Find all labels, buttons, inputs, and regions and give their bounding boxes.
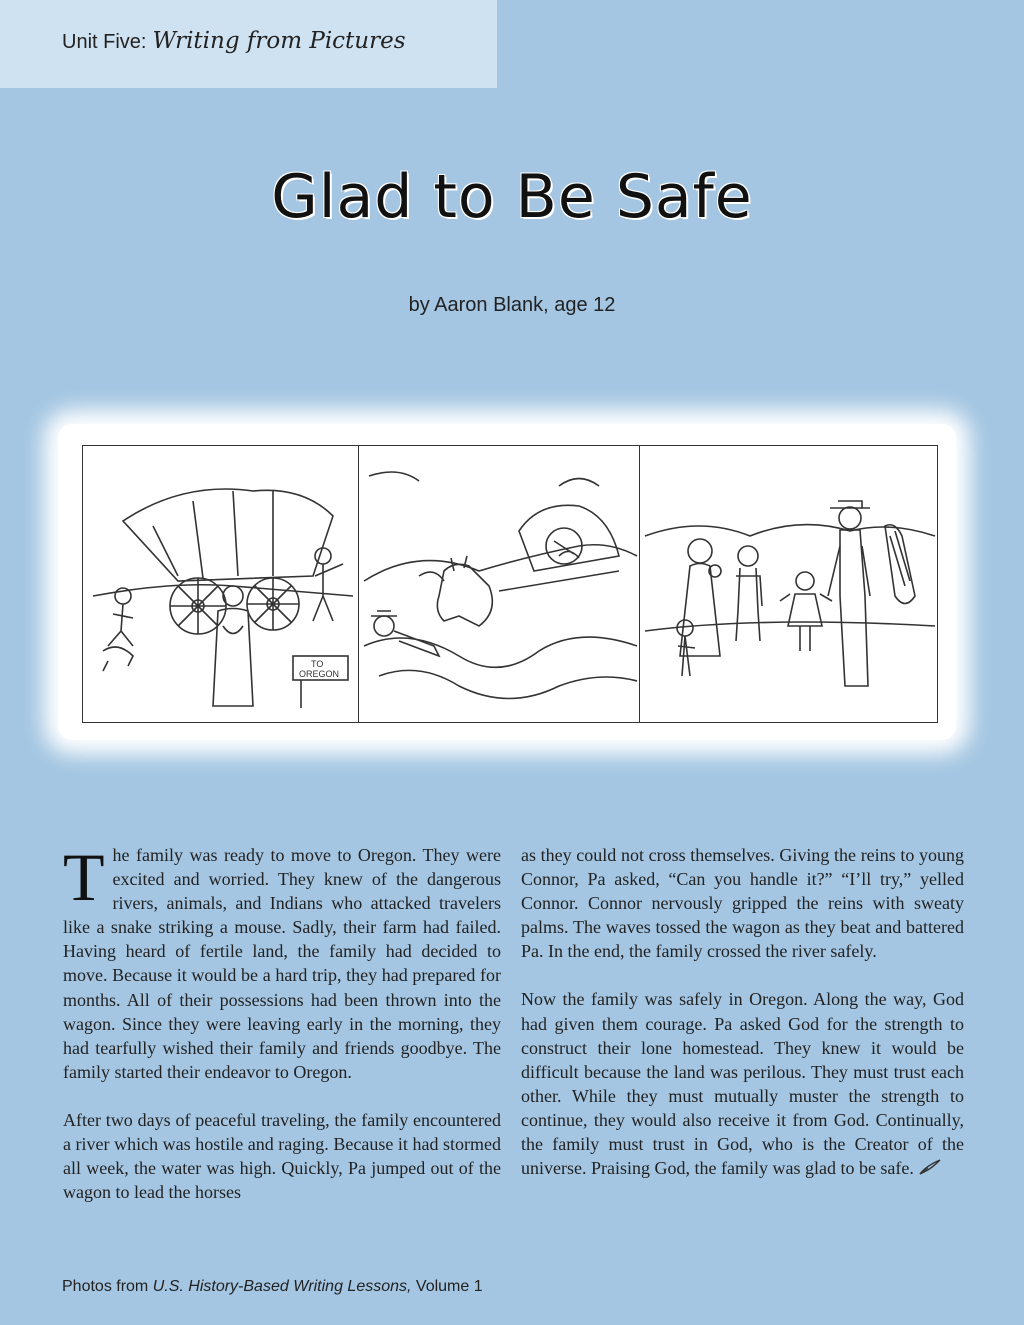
paragraph-3-text: Now the family was safely in Oregon. Along the way, God had given them courage. Pa asked God for the strength to construct their lone homestead. They knew it would be difficult because the land was perilous. They must trust each other. While they must mutually muster the strength to continue, they would also receive it from God. Continually, the family must trust in God, who is the Creator of the universe. Praising God, the family was glad to be safe. (521, 989, 964, 1179)
quill-icon (918, 1158, 942, 1182)
panel-family-oregon (640, 445, 938, 723)
paragraph-2-end: as they could not cross themselves. Giving the reins to young Connor, Pa asked, “Can you handle it?” “I’ll try,” yelled Connor. Connor nervously gripped the reins with sweaty palms. The waves tossed the wagon as they beat and battered Pa. In the end, the family crossed the river safely. (521, 845, 964, 962)
paragraph-1-text: he family was ready to move to Oregon. They were excited and worried. They knew of the dangerous rivers, animals, and Indians who attacked travelers like a snake striking a mouse. Sadly, their farm had failed. Having heard of fertile land, the family had decided to move. Because it would be a hard trip, they had prepared for months. All of their possessions had been thrown into the wagon. Since they were leaving early in the morning, they had tearfully wished their family and friends goodbye. The family started their endeavor to Oregon. (63, 845, 501, 1082)
panel-river-crossing (359, 445, 640, 723)
sign-line-2: OREGON (299, 669, 340, 679)
family-oregon-drawing (640, 446, 936, 721)
drop-cap: T (63, 839, 105, 915)
unit-header (62, 28, 406, 54)
credit-book-title: U.S. History-Based Writing Lessons, (152, 1278, 412, 1295)
unit-title: Writing from Pictures (152, 28, 406, 54)
paragraph-3 (521, 987, 964, 1182)
photo-credit (62, 1278, 483, 1296)
article-column-left (63, 839, 501, 1228)
page-title: Glad to Be Safe (271, 162, 753, 232)
credit-suffix: Volume 1 (411, 1278, 483, 1295)
unit-header-tab (0, 0, 497, 88)
article-column-right (521, 843, 964, 1206)
sign-line-1: TO (311, 659, 324, 669)
unit-label: Unit Five: (62, 31, 147, 53)
byline: by Aaron Blank, age 12 (408, 294, 616, 316)
credit-prefix: Photos from (62, 1278, 153, 1295)
paragraph-2-start: After two days of peaceful traveling, the family encountered a river which was hostile and raging. Because it had stormed all week, the water was high. Quickly, Pa jumped out of the wagon to lead the horses (63, 1109, 501, 1203)
panel-wagon-departure (82, 445, 359, 723)
paragraph-1 (63, 839, 501, 1084)
wagon-departure-drawing (83, 446, 357, 721)
illustration-panels (82, 445, 938, 723)
river-crossing-drawing (359, 446, 638, 721)
